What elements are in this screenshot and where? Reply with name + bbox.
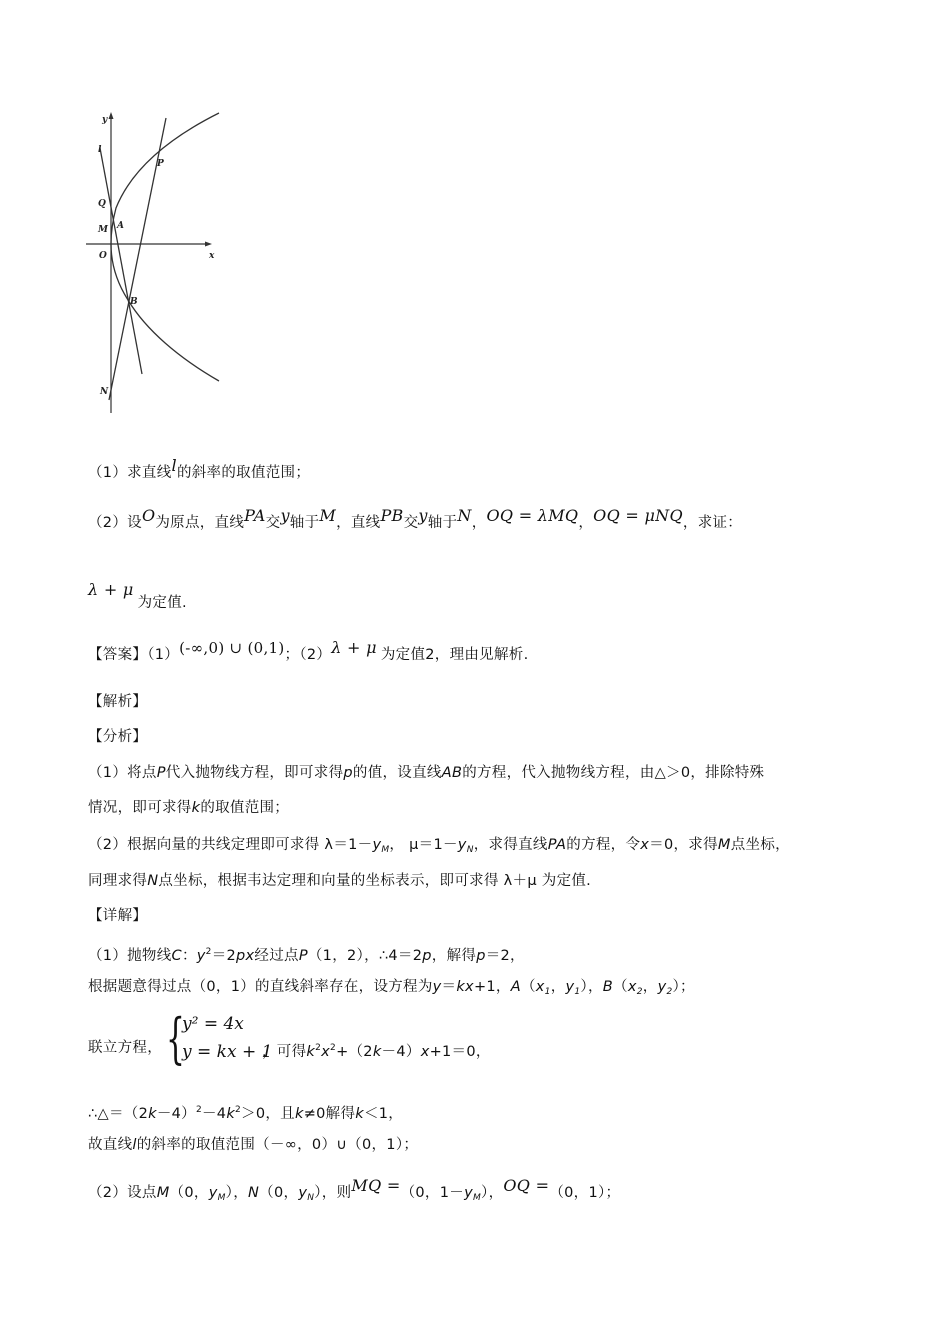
system-eq-top: y² = 4x <box>182 1014 244 1034</box>
q2-t3: 轴于 <box>289 515 320 531</box>
detail-1: （1）抛物线C：$y^2=2px$经过点P（1，2），∴4＝2p，解得p＝2， <box>88 947 525 964</box>
q1-suffix: 的斜率的取值范围； <box>176 465 311 481</box>
q1-var-l: l <box>171 456 177 475</box>
q2-PB: PB <box>380 506 404 525</box>
question-2-cont <box>88 580 187 611</box>
detail-4: $\therefore\triangle=(2k-4)^2-4k^2>0$，且k≠0解得k＜1， <box>88 1105 404 1122</box>
parabola-figure <box>84 108 224 433</box>
q2-t1: 为原点，直线 <box>155 515 245 531</box>
answer-interval: (-∞,0) ∪ (0,1) <box>179 639 285 657</box>
q2-M: M <box>319 506 337 525</box>
detail-6: （2）设点M（0，$y_M$），N（0，$y_N$），则MQ =（0，$1-y_M$），OQ =（0，1）； <box>88 1176 621 1203</box>
q2-t8: ， <box>578 515 594 531</box>
q2-prefix: （2）设 <box>88 515 142 531</box>
analysis-1: （1）将点P代入抛物线方程，即可求得p的值，设直线AB的方程，代入抛物线方程，由△＞0，排除特殊 <box>88 765 765 781</box>
label-a: A <box>117 221 124 231</box>
label-q: Q <box>98 199 106 209</box>
detail-2: 根据题意得过点（0，1）的直线斜率存在，设方程为y＝kx+1，$A(x_1$，$y_1$），$B(x_2$，$y_2$）； <box>88 979 695 997</box>
q2-y2: y <box>418 506 428 525</box>
question-2 <box>88 506 743 533</box>
q2b-suffix: 为定值. <box>137 595 187 611</box>
answer-suffix: 为定值2，理由见解析. <box>380 647 529 663</box>
system-brace: { <box>166 1007 185 1070</box>
detail-5: 故直线l的斜率的取值范围（－∞，0）∪（0，1）； <box>88 1137 419 1153</box>
fenxi-heading: 【分析】 <box>88 729 148 745</box>
q2-t4: ，直线 <box>336 515 381 531</box>
question-1 <box>88 456 311 483</box>
jiexi-heading: 【解析】 <box>88 694 148 710</box>
x-axis-arrow-icon <box>205 242 212 247</box>
label-o: O <box>99 251 107 261</box>
label-n: N <box>100 387 109 397</box>
y-axis-arrow-icon <box>109 112 114 119</box>
answer-p1: （1） <box>147 647 180 663</box>
q2-eq2: OQ = μNQ <box>593 506 683 525</box>
answer-expr: λ + μ <box>331 638 377 657</box>
answer-sep: ；（2） <box>284 647 332 663</box>
detail-3-label: 联立方程， <box>88 1040 162 1056</box>
q1-prefix: （1）求直线 <box>88 465 172 481</box>
detail-3-result: ，可得$k^2x^2+(2k-4)x+1=0$， <box>262 1043 491 1060</box>
label-b: B <box>130 297 138 307</box>
q2b-expr: λ + μ <box>88 580 134 599</box>
q2-t2: 交 <box>265 515 281 531</box>
label-x: x <box>209 251 215 261</box>
q2-t6: 轴于 <box>427 515 458 531</box>
answer-line <box>88 638 529 665</box>
analysis-1-cont: 情况，即可求得k的取值范围； <box>88 800 290 816</box>
q2-t9: ，求证： <box>682 515 743 531</box>
answer-tag: 【答案】 <box>88 647 148 663</box>
system-eq-bottom: y = kx + 1 <box>182 1042 273 1062</box>
q2-y1: y <box>280 506 290 525</box>
q2-N: N <box>457 506 472 525</box>
analysis-2-cont: 同理求得N点坐标，根据韦达定理和向量的坐标表示，即可求得 λ＋μ 为定值. <box>88 873 592 889</box>
label-m: M <box>98 225 108 235</box>
q2-PA: PA <box>244 506 266 525</box>
label-p: P <box>157 159 164 169</box>
analysis-2: （2）根据向量的共线定理即可求得 $\lambda=1-y_M$， $\mu=1-y_N$，求得直线PA的方程，令x＝0，求得M点坐标， <box>88 837 790 855</box>
xiangjie-heading: 【详解】 <box>88 908 148 924</box>
parabola-curve <box>111 113 219 381</box>
q2-t5: 交 <box>403 515 419 531</box>
q2-O: O <box>141 506 156 525</box>
q2-eq1: OQ = λMQ <box>486 506 579 525</box>
label-l: l <box>98 145 102 155</box>
label-y: y <box>102 115 108 125</box>
q2-t7: ， <box>471 515 487 531</box>
